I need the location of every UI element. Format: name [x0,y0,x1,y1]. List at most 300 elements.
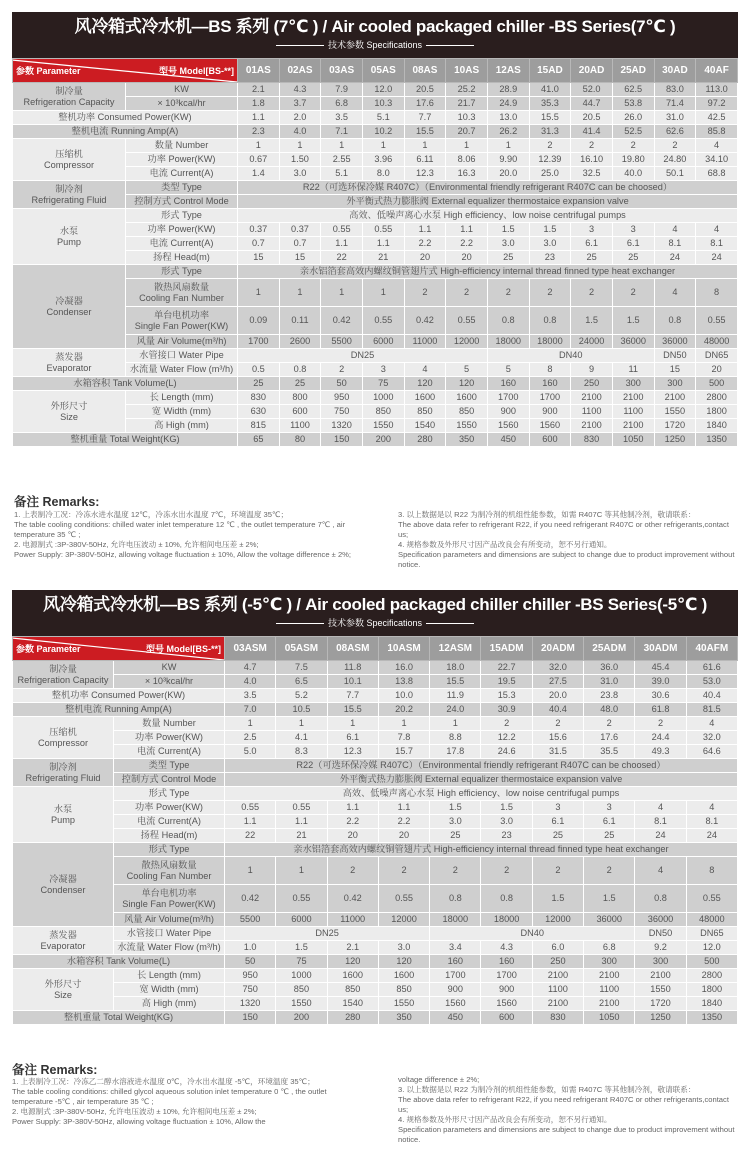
value-cell: 61.6 [686,661,737,675]
value-cell: 6000 [276,913,327,927]
value-cell: 3.0 [430,815,481,829]
model-cell: 10ASM [378,637,429,661]
table-row [13,815,738,829]
value-cell: 97.2 [696,97,738,111]
value-cell: 7.9 [321,83,363,97]
value-cell: 4.1 [276,731,327,745]
remark-line: 1. 上表制冷工况：冷冻水进水温度 12℃，冷冻水出水温度 7℃，环境温度 35℃； [14,510,289,519]
value-cell: 1320 [321,419,363,433]
value-cell: 800 [279,391,321,405]
value-cell: 1.5 [532,885,583,913]
value-cell: 2.2 [404,237,446,251]
remark-line: The table cooling conditions: chilled glycol aqueous solution inlet temperature 0 ℃ , the outlet temperature -5℃ , air temperature 35 ℃ ; [12,1087,327,1106]
table-row [13,717,738,731]
value-cell: 50 [321,377,363,391]
sub-label-cn: 散热风扇数量 [141,859,197,870]
value-cell: 7.7 [404,111,446,125]
value-cell: 120 [378,955,429,969]
value-cell: 1 [279,139,321,153]
value-cell: 1550 [654,405,696,419]
group-label-cn: 蒸发器 [55,351,83,362]
value-cell: 18000 [529,335,571,349]
value-cell: 1.5 [481,801,532,815]
value-cell: 48000 [686,913,737,927]
value-cell: 0.8 [481,885,532,913]
model-cell: 08AS [404,59,446,83]
group-label-en: Refrigerating Fluid [25,772,101,783]
value-cell: 5500 [321,335,363,349]
value-cell: 22 [225,829,276,843]
value-cell: 1.5 [584,885,635,913]
group-label [13,717,114,759]
divider [426,45,474,46]
value-cell: 10.5 [276,703,327,717]
value-cell: 1 [362,139,404,153]
model-cell: 08ASM [327,637,378,661]
sub-label: 水流量 Water Flow (m³/h) [126,363,238,377]
value-cell: 8.3 [276,745,327,759]
value-cell: 6.8 [321,97,363,111]
value-cell: 1.1 [404,223,446,237]
value-cell: 81.5 [686,703,737,717]
value-cell: 48.0 [584,703,635,717]
sub-label: 风量 Air Volume(m³/h) [114,913,225,927]
value-cell: 2 [584,857,635,885]
value-cell: 12000 [532,913,583,927]
value-cell: 12.2 [481,731,532,745]
sub-label: 扬程 Head(m) [114,829,225,843]
value-cell: 9 [571,363,613,377]
value-cell: 1.5 [276,941,327,955]
spanning-value: 高效、低噪声离心水泵 High efficiency、low noise centrifugal pumps [238,209,738,223]
sub-label: 电流 Current(A) [114,815,225,829]
value-cell: 280 [404,433,446,447]
sub-label: 控制方式 Control Mode [114,773,225,787]
value-cell: 13.0 [487,111,529,125]
value-cell: 24.0 [430,703,481,717]
value-cell: 1.1 [225,815,276,829]
row-label: 整机功率 Consumed Power(KW) [13,689,225,703]
model-cell: 30AD [654,59,696,83]
value-cell: 7.0 [225,703,276,717]
sub-label: 类型 Type [126,181,238,195]
value-cell: 830 [571,433,613,447]
spanning-value: 亲水铝箔套高效内螺纹铜管翅片式 High-efficiency internal thread finned type heat exchanger [225,843,738,857]
value-cell: 950 [321,391,363,405]
sub-label [126,307,238,335]
model-cell: 03ASM [225,637,276,661]
table-row [13,927,738,941]
model-cell: 05AS [362,59,404,83]
value-cell: 850 [446,405,488,419]
group-label [13,843,114,927]
sub-label: 风量 Air Volume(m³/h) [126,335,238,349]
value-cell: 2.5 [225,731,276,745]
sub-label: 数量 Number [114,717,225,731]
table-row [13,689,738,703]
value-cell: 1550 [635,983,686,997]
divider [426,623,474,624]
value-cell: 21 [362,251,404,265]
table-row [13,209,738,223]
table-row [13,661,738,675]
value-cell: 0.8 [279,363,321,377]
value-cell: 36000 [635,913,686,927]
value-cell: 71.4 [654,97,696,111]
value-cell: 150 [321,433,363,447]
value-cell: 4 [696,139,738,153]
value-cell: 3.7 [279,97,321,111]
sub-label: 数量 Number [126,139,238,153]
value-cell: 24.80 [654,153,696,167]
value-cell: 25.2 [446,83,488,97]
value-cell: 1.50 [279,153,321,167]
value-cell: 8 [696,279,738,307]
value-cell: 15.5 [404,125,446,139]
value-cell: 1.1 [362,237,404,251]
value-cell: 4 [686,801,737,815]
value-cell: 41.0 [529,83,571,97]
value-cell: 160 [430,955,481,969]
value-cell: 30.9 [481,703,532,717]
value-cell: 0.37 [238,223,280,237]
sub-label [126,279,238,307]
sub-label: 电流 Current(A) [126,167,238,181]
value-cell: 22.7 [481,661,532,675]
value-cell: 1800 [686,983,737,997]
value-cell: 28.9 [487,83,529,97]
value-cell: 0.55 [225,801,276,815]
value-cell: 120 [446,377,488,391]
value-cell: 32.0 [686,731,737,745]
group-label-cn: 外形尺寸 [44,978,82,989]
value-cell: 12.0 [362,83,404,97]
value-cell: 1.1 [446,223,488,237]
value-cell: 1 [446,139,488,153]
table-row [13,1011,738,1025]
value-cell: 1000 [276,969,327,983]
value-cell: 39.0 [635,675,686,689]
value-cell: 10.3 [362,97,404,111]
group-label-en: Refrigeration Capacity [23,96,115,107]
value-cell: 0.55 [362,223,404,237]
table-row [13,857,738,885]
value-cell: 2 [327,857,378,885]
group-label [13,759,114,787]
value-cell: 2800 [696,391,738,405]
value-cell: 1 [487,139,529,153]
value-cell: 4.0 [279,125,321,139]
value-cell: 3.96 [362,153,404,167]
value-cell: 2100 [571,391,613,405]
model-cell: 30ADM [635,637,686,661]
value-cell: 21.7 [446,97,488,111]
spanning-value: 外平衡式热力膨胀阀 External equalizer thermostaice expansion valve [238,195,738,209]
value-cell: 44.7 [571,97,613,111]
value-cell: 2 [529,279,571,307]
group-label-en: Pump [50,814,75,825]
spanning-value: R22（可选环保冷媒 R407C）（Environmental friendly refrigerant R407C can be choosed） [225,759,738,773]
value-cell: 250 [571,377,613,391]
spanning-value: 高效、低噪声离心水泵 High efficiency、low noise centrifugal pumps [225,787,738,801]
table-title: 风冷箱式冷水机—BS 系列 (-5℃ ) / Air cooled packaged chiller chiller -BS Series(-5℃ ) [43,595,707,614]
remarks-right [398,1075,740,1145]
value-cell: 0.42 [404,307,446,335]
value-cell: 1.1 [378,801,429,815]
group-label-en: Size [54,989,72,1000]
sub-label: 长 Length (mm) [126,391,238,405]
value-cell: 1.0 [225,941,276,955]
value-cell: 1700 [430,969,481,983]
value-cell: 2 [654,139,696,153]
table-row [13,181,738,195]
value-cell: 53.8 [612,97,654,111]
pipe-size-cell: DN25 [225,927,430,941]
value-cell: 1250 [654,433,696,447]
sub-label: KW [114,661,225,675]
value-cell: 18000 [481,913,532,927]
value-cell: 850 [404,405,446,419]
value-cell: 5.2 [276,689,327,703]
value-cell: 1550 [362,419,404,433]
value-cell: 15 [654,363,696,377]
value-cell: 24.4 [635,731,686,745]
value-cell: 1 [404,139,446,153]
sub-label: 高 High (mm) [114,997,225,1011]
value-cell: 900 [430,983,481,997]
value-cell: 300 [635,955,686,969]
value-cell: 0.55 [276,801,327,815]
value-cell: 19.80 [612,153,654,167]
value-cell: 1 [321,279,363,307]
value-cell: 36000 [654,335,696,349]
value-cell: 31.3 [529,125,571,139]
sub-label: 水管接口 Water Pipe [126,349,238,363]
value-cell: 31.0 [584,675,635,689]
value-cell: 4 [635,801,686,815]
value-cell: 1.5 [571,307,613,335]
model-cell: 15ADM [481,637,532,661]
value-cell: 6000 [362,335,404,349]
value-cell: 1700 [481,969,532,983]
value-cell: 450 [487,433,529,447]
value-cell: 2100 [612,419,654,433]
value-cell: 1100 [584,983,635,997]
remarks-title: 备注 Remarks: [12,1063,98,1077]
value-cell: 6.1 [327,731,378,745]
divider [276,623,324,624]
value-cell: 36.0 [584,661,635,675]
value-cell: 2 [321,363,363,377]
value-cell: 20.0 [532,689,583,703]
value-cell: 3.5 [321,111,363,125]
value-cell: 0.55 [696,307,738,335]
value-cell: 20 [404,251,446,265]
value-cell: 4 [654,279,696,307]
value-cell: 2100 [584,969,635,983]
value-cell: 5 [487,363,529,377]
value-cell: 25.0 [529,167,571,181]
value-cell: 3 [584,801,635,815]
table-row [13,125,738,139]
value-cell: 120 [327,955,378,969]
value-cell: 900 [481,983,532,997]
sub-label-en: Single Fan Power(KW) [122,898,216,909]
row-label: 水箱容积 Tank Volume(L) [13,377,238,391]
table-row [13,731,738,745]
value-cell: 1 [276,857,327,885]
value-cell: 53.0 [686,675,737,689]
value-cell: 0.55 [378,885,429,913]
value-cell: 25 [584,829,635,843]
value-cell: 2 [529,139,571,153]
value-cell: 3.0 [529,237,571,251]
value-cell: 11.9 [430,689,481,703]
group-label [13,83,126,111]
value-cell: 4 [635,857,686,885]
value-cell: 500 [686,955,737,969]
group-label-cn: 制冷量 [55,85,83,96]
table-row [13,983,738,997]
value-cell: 1800 [696,405,738,419]
spanning-value: 外平衡式热力膨胀阀 External equalizer thermostaice expansion valve [225,773,738,787]
sub-label: 宽 Width (mm) [126,405,238,419]
value-cell: 1600 [327,969,378,983]
value-cell: 16.0 [378,661,429,675]
model-cell: 12ASM [430,637,481,661]
sub-label-en: Single Fan Power(KW) [134,320,229,331]
value-cell: 15.5 [327,703,378,717]
value-cell: 25 [279,377,321,391]
value-cell: 23.8 [584,689,635,703]
group-label-en: Pump [56,236,81,247]
value-cell: 15 [279,251,321,265]
table-row [13,941,738,955]
value-cell: 1.1 [238,111,280,125]
value-cell: 16.3 [446,167,488,181]
group-label-en: Refrigeration Capacity [17,674,109,685]
table-row [13,433,738,447]
value-cell: 5 [446,363,488,377]
value-cell: 280 [327,1011,378,1025]
sub-label: 控制方式 Control Mode [126,195,238,209]
value-cell: 85.8 [696,125,738,139]
value-cell: 250 [532,955,583,969]
pipe-size-cell: DN25 [238,349,488,363]
value-cell: 1100 [532,983,583,997]
value-cell: 2 [487,279,529,307]
row-label: 整机重量 Total Weight(KG) [13,433,238,447]
value-cell: 4.7 [225,661,276,675]
value-cell: 2 [378,857,429,885]
sub-label: 功率 Power(KW) [114,801,225,815]
value-cell: 12.0 [686,941,737,955]
param-label: 参数 Parameter [16,644,81,654]
value-cell: 10.3 [446,111,488,125]
value-cell: 68.8 [696,167,738,181]
value-cell: 3 [612,223,654,237]
model-cell: 02AS [279,59,321,83]
table-row [13,745,738,759]
pipe-size-cell: DN50 [635,927,686,941]
value-cell: 630 [238,405,280,419]
value-cell: 0.8 [487,307,529,335]
table-row [13,111,738,125]
value-cell: 1.5 [430,801,481,815]
value-cell: 1.5 [487,223,529,237]
value-cell: 1 [321,139,363,153]
group-label [13,661,114,689]
table-row [13,885,738,913]
sub-label: 功率 Power(KW) [126,223,238,237]
sub-label: × 10³kcal/hr [126,97,238,111]
sub-label: KW [126,83,238,97]
table-row [13,997,738,1011]
value-cell: 5.1 [321,167,363,181]
remark-line: 4. 规格参数及外形尺寸因产品改良会有所变动，恕不另行通知。 [398,540,612,549]
value-cell: 2.2 [446,237,488,251]
value-cell: 20.5 [404,83,446,97]
value-cell: 34.10 [696,153,738,167]
value-cell: 1 [362,279,404,307]
value-cell: 6.1 [584,815,635,829]
value-cell: 20.0 [487,167,529,181]
value-cell: 25 [532,829,583,843]
value-cell: 22 [321,251,363,265]
value-cell: 1 [225,857,276,885]
value-cell: 2 [446,279,488,307]
value-cell: 1700 [238,335,280,349]
group-label-cn: 蒸发器 [49,929,77,940]
value-cell: 35.5 [584,745,635,759]
group-label-en: Evaporator [46,362,92,373]
value-cell: 25 [571,251,613,265]
value-cell: 12.39 [529,153,571,167]
value-cell: 0.67 [238,153,280,167]
value-cell: 2100 [532,969,583,983]
value-cell: 1050 [612,433,654,447]
table-row [13,801,738,815]
value-cell: 750 [225,983,276,997]
value-cell: 8.1 [686,815,737,829]
model-label: 型号 Model[BS-**] [159,66,234,76]
group-label-en: Condenser [40,884,86,895]
value-cell: 4.3 [279,83,321,97]
value-cell: 950 [225,969,276,983]
value-cell: 830 [532,1011,583,1025]
value-cell: 2100 [584,997,635,1011]
subtitle-text: 技术参数 Specifications [327,618,423,628]
corner-cell [13,637,225,661]
value-cell: 12000 [378,913,429,927]
value-cell: 750 [321,405,363,419]
value-cell: 61.8 [635,703,686,717]
value-cell: 52.5 [612,125,654,139]
group-label-en: Condenser [46,306,92,317]
sub-label-cn: 单台电机功率 [153,309,210,320]
value-cell: 1.1 [321,237,363,251]
value-cell: 7.8 [378,731,429,745]
value-cell: 0.7 [238,237,280,251]
value-cell: 1 [238,279,280,307]
value-cell: 1100 [571,405,613,419]
value-cell: 24 [686,829,737,843]
sub-label: 形式 Type [126,265,238,279]
sub-label: 电流 Current(A) [126,237,238,251]
value-cell: 300 [584,955,635,969]
spanning-value: R22（可选环保冷媒 R407C）（Environmental friendly refrigerant R407C can be choosed） [238,181,738,195]
spanning-value: 亲水铝箔套高效内螺纹铜管翅片式 High-efficiency internal thread finned type heat exchanger [238,265,738,279]
